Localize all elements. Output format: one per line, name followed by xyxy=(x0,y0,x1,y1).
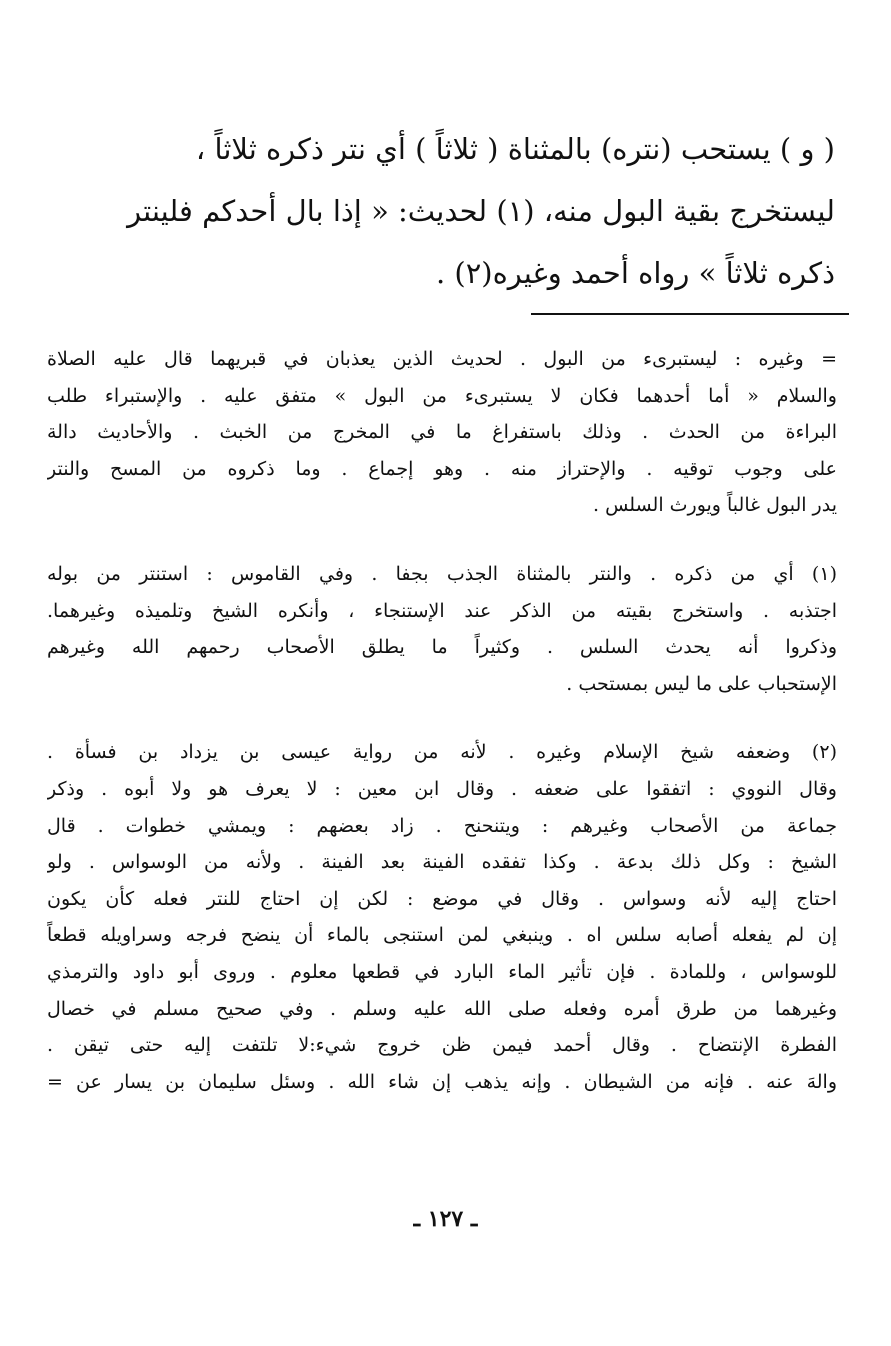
main-text-line: ( و ) يستحب (نتره) بالمثناة ( ثلاثاً ) أي نتر ذكره ثلاثاً ، xyxy=(195,132,835,166)
footnote-2 xyxy=(47,734,837,1100)
main-text-line: ذكره ثلاثاً » رواه أحمد وغيره(٢) . xyxy=(435,256,835,290)
page-number: ـ ١٢٧ ـ xyxy=(413,1206,478,1232)
footnote-line: البراءة من الحدث . وذلك باستفراغ ما في المخرج من الخبث . والأحاديث دالة xyxy=(47,421,837,444)
footnote-line: احتاج إليه لأنه وسواس . وقال في موضع : لكن إن احتاج للنتر فعله كأن يكون xyxy=(47,887,837,910)
footnote-line: الفطرة الإنتضاح . وقال أحمد فيمن ظن خروج شيء:لا تلتفت إليه حتى تيقن . xyxy=(47,1034,837,1057)
footnote-line: على وجوب توقيه . والإحتراز منه . وهو إجماع . وما ذكروه من المسح والنتر xyxy=(47,457,837,480)
footnote-divider xyxy=(531,313,849,315)
footnote-line: وغيرهما من طرق أمره وفعله صلى الله عليه وسلم . وفي صحيح مسلم في خصال xyxy=(47,997,837,1020)
footnote-line: الشيخ : وكل ذلك بدعة . وكذا تفقده الفينة بعد الفينة . ولأنه من الوسواس . ولو xyxy=(47,851,837,874)
footnote-continuation xyxy=(47,341,837,524)
footnote-gap xyxy=(47,702,837,734)
footnote-line: إن لم يفعله أصابه سلس اه . وينبغي لمن استنجى بالماء أن ينضح فرجه وسراويله قطعاً xyxy=(47,924,837,947)
footnote-line: للوسواس ، وللمادة . فإن تأثير الماء البارد في قطعها معلوم . وروى أبو داود والترمذي xyxy=(47,960,837,983)
footnote-line: والسلام « أما أحدهما فكان لا يستبرىء من البول » متفق عليه . والإستبراء طلب xyxy=(47,384,837,407)
footnote-line: (١) أي من ذكره . والنتر بالمثناة الجذب بجفا . وفي القاموس : استنتر من بوله xyxy=(47,562,837,585)
footnote-line: جماعة من الأصحاب وغيرهم : ويتنحنح . زاد بعضهم : ويمشي خطوات . قال xyxy=(47,814,837,837)
footnote-line: الإستحباب على ما ليس بمستحب . xyxy=(566,672,837,695)
footnote-line: وقال النووي : اتفقوا على ضعفه . وقال ابن معين : لا يعرف هو ولا أبوه . وذكر xyxy=(47,777,837,800)
footnote-line: يدر البول غالباً ويورث السلس . xyxy=(592,494,837,517)
footnote-line: = وغيره : ليستبرىء من البول . لحديث الذين يعذبان في قبريهما قال عليه الصلاة xyxy=(47,348,837,370)
footnote-line: (٢) وضعفه شيخ الإسلام وغيره . لأنه من رواية عيسى بن يزداد بن فسأة . xyxy=(47,741,837,764)
footnotes-section xyxy=(47,341,837,1100)
footnote-1 xyxy=(47,556,837,702)
footnote-gap xyxy=(47,524,837,556)
main-text-block xyxy=(95,118,835,304)
footnote-line: اجتذبه . واستخرج بقيته من الذكر عند الإستنجاء ، وأنكره الشيخ وتلميذه وغيرهما. xyxy=(47,599,837,622)
footnote-line: والهَ عنه . فإنه من الشيطان . وإنه يذهب إن شاء الله . وسئل سليمان بن يسار عن = xyxy=(47,1070,837,1093)
footnote-line: وذكروا أنه يحدث السلس . وكثيراً ما يطلق الأصحاب رحمهم الله وغيرهم xyxy=(47,636,837,659)
main-text-line: ليستخرج بقية البول منه، (١) لحديث: « إذا بال أحدكم فلينتر xyxy=(127,194,835,228)
